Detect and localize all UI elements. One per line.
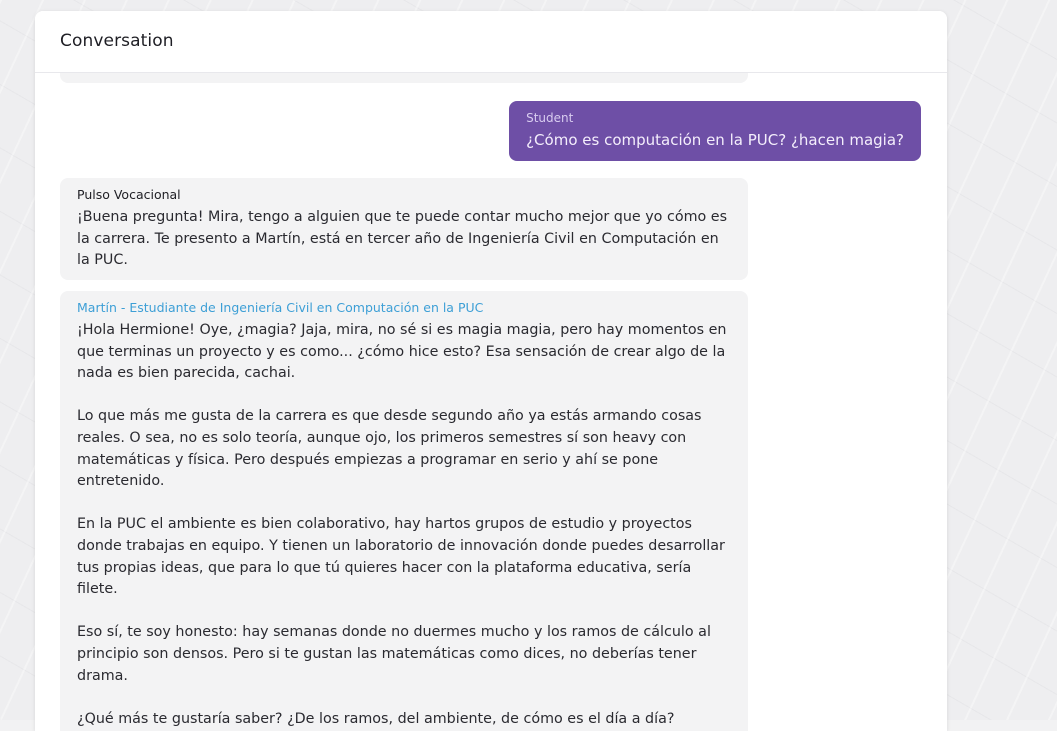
previous-message-bubble [60, 73, 748, 83]
mentor-paragraph: ¿Qué más te gustaría saber? ¿De los ramos, del ambiente, de cómo es el día a día? [77, 710, 675, 727]
student-sender-label: Student [526, 111, 574, 125]
mentor-paragraph: Eso sí, te soy honesto: hay semanas donde no duermes mucho y los ramos de cálculo al principio son densos. Pero si te gustan las matemáticas como dices, no deberías tener drama. [77, 624, 711, 684]
conversation-header [35, 11, 947, 73]
bot-sender-name: Pulso Vocacional [77, 187, 181, 202]
bot-message-text: ¡Buena pregunta! Mira, tengo a alguien que te puede contar mucho mejor que yo cómo es la carrera. Te presento a Martín, está en tercer año de Ingeniería Civil en Computación en la PUC. [77, 209, 728, 269]
mentor-sender-name: Martín - Estudiante de Ingeniería Civil en Computación en la PUC [77, 300, 484, 315]
conversation-title: Conversation [60, 31, 174, 51]
mentor-message [60, 291, 748, 731]
mentor-paragraph: En la PUC el ambiente es bien colaborativo, hay hartos grupos de estudio y proyectos donde trabajas en equipo. Y tienen un laboratorio de innovación donde puedes desarrollar tus propias ideas, que para lo que tú quieres hacer con la plataforma educativa, sería filete. [77, 516, 725, 598]
student-message-text: ¿Cómo es computación en la PUC? ¿hacen magia? [526, 131, 904, 149]
mentor-paragraph: ¡Hola Hermione! Oye, ¿magia? Jaja, mira, no sé si es magia magia, pero hay momentos en que terminas un proyecto y es como... ¿cómo hice esto? Esa sensación de crear algo de la nada es bien parecida, cachai. [77, 322, 727, 382]
message-list[interactable] [35, 73, 947, 731]
bot-message [60, 178, 748, 280]
student-message [509, 101, 921, 161]
mentor-paragraph: Lo que más me gusta de la carrera es que desde segundo año ya estás armando cosas reales. O sea, no es solo teoría, aunque ojo, los primeros semestres sí son heavy con matemáticas y física. Pero después empiezas a programar en serio y ahí se pone entretenido. [77, 408, 702, 490]
conversation-panel [35, 11, 947, 731]
